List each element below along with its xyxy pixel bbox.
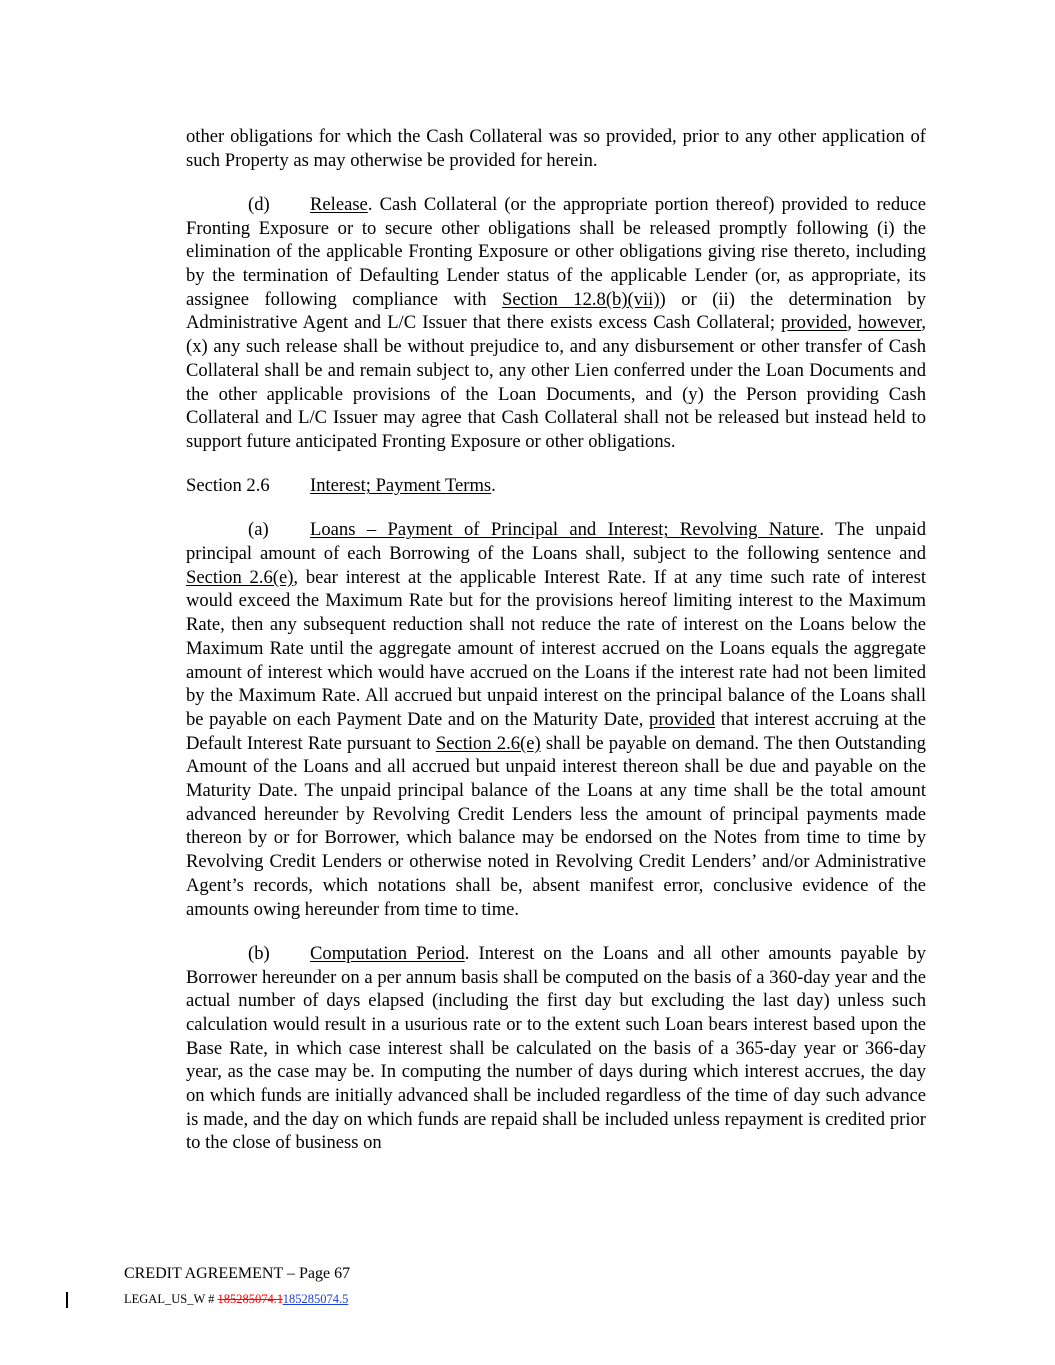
inserted-document-number: 185285074.5 xyxy=(282,1292,349,1306)
page-footer xyxy=(124,1264,350,1308)
provided-term: provided xyxy=(781,312,848,334)
clause-d-release: (d) Release. Cash Collateral (or the appropriate portion thereof) provided to reduce Fronting Exposure or to secure other obligations shall be released promptly following (i) the elimination of the applicable Fronting Exposure or other obligations giving rise thereto, including by the termination of Defaulting Lender status of the applicable Lender (or, as appropriate, its assignee following compliance with Section 12.8(b)(vii)) or (ii) the determination by Administrative Agent and L/C Issuer that there exists excess Cash Collateral; provided, however, (x) any such release shall be without prejudice to, and any disbursement or other transfer of Cash Collateral shall be and remain subject to, any other Lien conferred under the Loan Documents and the other applicable provisions of the Loan Documents, and (y) the Person providing Cash Collateral and L/C Issuer may agree that Cash Collateral shall not be released but instead held to support future anticipated Fronting Exposure or other obligations. xyxy=(186,193,926,452)
clause-b-computation-period: (b) Computation Period. Interest on the Loans and all other amounts payable by Borrower hereunder on a per annum basis shall be computed on the basis of a 360-day year and the actual number of days elapsed (including the first day but excluding the last day) unless such calculation would result in a usurious rate or to the extent such Loan bears interest based upon the Base Rate, in which case interest shall be calculated on the basis of a 365-day year or 366-day year, as the case may be. In computing the number of days during which interest accrues, the day on which funds are initially advanced shall be included regardless of the time of day such advance is made, and the day on which funds are repaid shall be included unless repayment is credited prior to the close of business on xyxy=(186,942,926,1154)
document-body xyxy=(186,125,926,1176)
deleted-document-number: 185285074.1 xyxy=(217,1292,283,1306)
clause-b-label: (b) xyxy=(248,942,270,964)
clause-a-title: Loans – Payment of Principal and Interest; Revolving Nature xyxy=(310,519,820,541)
section-title: Interest; Payment Terms xyxy=(310,475,492,497)
cross-reference: Section 12.8(b)(vii) xyxy=(502,288,660,310)
clause-b-title: Computation Period xyxy=(310,942,465,964)
footer-document-reference: LEGAL_US_W # 185285074.1185285074.5 xyxy=(124,1292,349,1306)
clause-a-label: (a) xyxy=(248,519,269,541)
paragraph-continuation: other obligations for which the Cash Collateral was so provided, prior to any other application of such Property as may otherwise be provided for herein. xyxy=(186,126,926,171)
section-2-6-heading: Section 2.6 Interest; Payment Terms. xyxy=(186,475,496,497)
clause-a-loans: (a) Loans – Payment of Principal and Interest; Revolving Nature. The unpaid principal amount of each Borrowing of the Loans shall, subject to the following sentence and Section 2.6(e), bear interest at the applicable Interest Rate. If at any time such rate of interest would exceed the Maximum Rate but for the provisions hereof limiting interest to the Maximum Rate, then any subsequent reduction shall not reduce the rate of interest on the Loans below the Maximum Rate until the aggregate amount of interest accrued on the Loans equals the aggregate amount of interest which would have accrued on the Loans if the interest rate had not been limited by the Maximum Rate. All accrued but unpaid interest on the principal balance of the Loans shall be payable on each Payment Date and on the Maturity Date, provided that interest accruing at the Default Interest Rate pursuant to Section 2.6(e) shall be payable on demand. The then Outstanding Amount of the Loans and all accrued but unpaid interest thereon shall be due and payable on the Maturity Date. The unpaid principal balance of the Loans at any time shall be the total amount advanced hereunder by Revolving Credit Lenders less the amount of principal payments made thereon by or for Borrower, which balance may be endorsed on the Notes from time to time by Revolving Credit Lenders or otherwise noted in Revolving Credit Lenders’ and/or Administrative Agent’s records, which notations shall be, absent manifest error, conclusive evidence of the amounts owing hereunder from time to time. xyxy=(186,519,926,920)
cross-reference: Section 2.6(e) xyxy=(186,566,294,588)
cross-reference: Section 2.6(e) xyxy=(435,732,541,754)
clause-d-label: (d) xyxy=(248,193,270,215)
revision-change-bar xyxy=(66,1292,68,1308)
footer-page-label: CREDIT AGREEMENT – Page 67 xyxy=(124,1265,351,1282)
however-term: however xyxy=(858,312,922,334)
provided-term: provided xyxy=(649,708,716,730)
section-number: Section 2.6 xyxy=(186,475,270,497)
clause-d-title: Release xyxy=(310,193,368,215)
